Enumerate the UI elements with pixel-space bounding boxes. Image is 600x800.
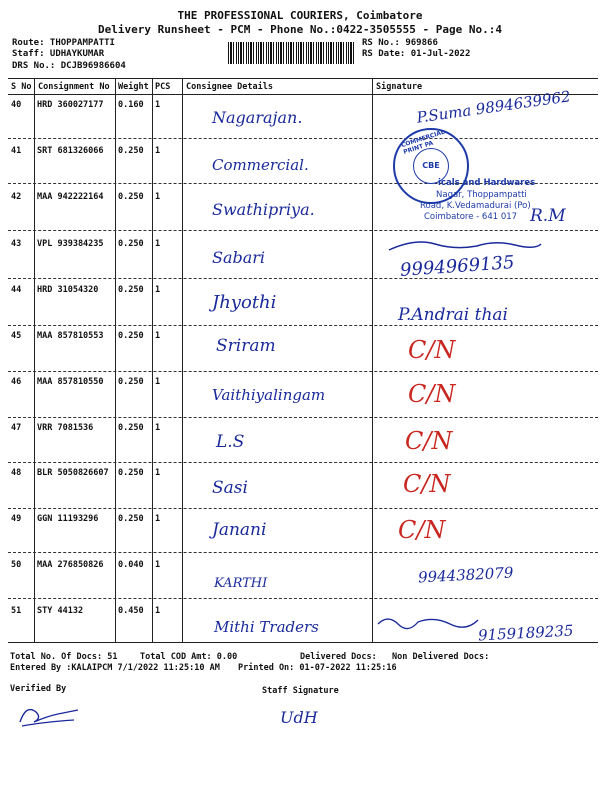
row-sno: 50 bbox=[11, 560, 22, 570]
row-weight: 0.250 bbox=[118, 377, 144, 387]
row-weight: 0.250 bbox=[118, 285, 144, 295]
row-signature-handwritten: 9159189235 bbox=[477, 621, 574, 645]
row-weight: 0.250 bbox=[118, 468, 144, 478]
stamp-ring-text: COMMERCIAL PRINT PA bbox=[400, 128, 446, 156]
row-weight: 0.250 bbox=[118, 239, 144, 249]
runsheet-title: THE PROFESSIONAL COURIERS, Coimbatore bbox=[177, 9, 423, 22]
column-divider bbox=[152, 78, 153, 642]
row-consignment: STY 44132 bbox=[37, 606, 84, 616]
row-sno: 41 bbox=[11, 146, 22, 156]
non-delivered-docs: Non Delivered Docs: bbox=[392, 652, 490, 662]
delivered-docs: Delivered Docs: bbox=[300, 652, 377, 662]
row-divider bbox=[8, 325, 598, 326]
row-consignee-handwritten: Mithi Traders bbox=[214, 618, 319, 636]
staff-signature-handwritten: UdH bbox=[280, 708, 318, 727]
drs-number: DRS No.: DCJB96986604 bbox=[12, 61, 126, 71]
row-divider bbox=[8, 508, 598, 509]
row-consignment: GGN 11193296 bbox=[37, 514, 99, 524]
runsheet-subtitle: Delivery Runsheet - PCM - Phone No.:0422-3505555 - Page No.:4 bbox=[98, 23, 502, 36]
column-divider bbox=[115, 78, 116, 642]
column-header-consignment: Consignment No bbox=[38, 82, 110, 92]
row-divider bbox=[8, 417, 598, 418]
column-divider bbox=[372, 78, 373, 642]
verified-by-label: Verified By bbox=[10, 684, 67, 694]
row-consignment: SRT 681326066 bbox=[37, 146, 104, 156]
entered-by: Entered By :KALAIPCM 7/1/2022 11:25:10 AM bbox=[10, 663, 220, 673]
row-divider bbox=[8, 598, 598, 599]
row-sno: 49 bbox=[11, 514, 22, 524]
row-divider bbox=[8, 552, 598, 553]
route-label: Route: THOPPAMPATTI bbox=[12, 38, 115, 48]
row-signature-cn-mark: C/N bbox=[403, 470, 451, 498]
row-pcs: 1 bbox=[155, 560, 161, 570]
row-divider bbox=[8, 462, 598, 463]
row-consignment: MAA 276850826 bbox=[37, 560, 104, 570]
row-consignee-handwritten: Sasi bbox=[212, 478, 248, 498]
row-consignment: MAA 857810550 bbox=[37, 377, 104, 387]
row-consignment: MAA 942222164 bbox=[37, 192, 104, 202]
shop-stamp-line: Road, K.Vedamadurai (Po) bbox=[420, 201, 531, 211]
row-weight: 0.250 bbox=[118, 146, 144, 156]
row-signature-handwritten: R.M bbox=[530, 206, 566, 226]
column-header-sno: S No bbox=[11, 82, 32, 92]
row-signature-cn-mark: C/N bbox=[408, 380, 456, 408]
row-sno: 44 bbox=[11, 285, 22, 295]
scribble-signature-mark bbox=[385, 236, 545, 256]
row-signature-cn-mark: C/N bbox=[405, 427, 453, 455]
row-weight: 0.250 bbox=[118, 331, 144, 341]
row-consignee-handwritten: Nagarajan. bbox=[212, 108, 303, 127]
table-bottom-border bbox=[8, 642, 598, 643]
row-weight: 0.250 bbox=[118, 514, 144, 524]
row-weight: 0.160 bbox=[118, 100, 144, 110]
scribble-signature-mark bbox=[374, 612, 484, 632]
staff-label: Staff: UDHAYKUMAR bbox=[12, 49, 105, 59]
barcode-image bbox=[228, 42, 356, 64]
row-consignment: BLR 5050826607 bbox=[37, 468, 109, 478]
row-divider bbox=[8, 230, 598, 231]
row-sno: 46 bbox=[11, 377, 22, 387]
column-divider bbox=[182, 78, 183, 642]
row-consignment: HRD 360027177 bbox=[37, 100, 104, 110]
table-top-border bbox=[8, 78, 598, 79]
column-header-pcs: PCS bbox=[155, 82, 171, 92]
row-signature-cn-mark: C/N bbox=[408, 336, 456, 364]
row-divider bbox=[8, 278, 598, 279]
row-sno: 51 bbox=[11, 606, 22, 616]
row-consignee-handwritten: Swathipriya. bbox=[212, 200, 315, 219]
row-divider bbox=[8, 371, 598, 372]
column-header-consignee: Consignee Details bbox=[186, 82, 273, 92]
row-pcs: 1 bbox=[155, 423, 161, 433]
row-consignment: VPL 939384235 bbox=[37, 239, 104, 249]
row-consignee-handwritten: Commercial. bbox=[212, 156, 309, 174]
shop-stamp-line: Nagar, Thoppampatti bbox=[436, 190, 527, 200]
rs-number: RS No.: 969866 bbox=[362, 38, 438, 48]
row-consignment: VRR 7081536 bbox=[37, 423, 94, 433]
shop-stamp-line: icals and Hardwares bbox=[438, 178, 536, 188]
row-pcs: 1 bbox=[155, 192, 161, 202]
row-signature-handwritten: P.Suma 9894639962 bbox=[415, 87, 572, 127]
row-pcs: 1 bbox=[155, 285, 161, 295]
row-consignment: HRD 31054320 bbox=[37, 285, 99, 295]
stamp-center: CBE bbox=[413, 148, 449, 184]
row-weight: 0.250 bbox=[118, 423, 144, 433]
row-sno: 42 bbox=[11, 192, 22, 202]
row-consignee-handwritten: L.S bbox=[216, 432, 245, 452]
rs-date: RS Date: 01-Jul-2022 bbox=[362, 49, 471, 59]
row-consignee-handwritten: Janani bbox=[212, 520, 267, 540]
shop-stamp-line: Coimbatore - 641 017 bbox=[424, 212, 518, 222]
verifier-signature-mark bbox=[14, 698, 84, 730]
row-consignee-handwritten: Vaithiyalingam bbox=[212, 386, 326, 404]
row-pcs: 1 bbox=[155, 239, 161, 249]
row-divider bbox=[8, 138, 598, 139]
row-consignee-handwritten: KARTHI bbox=[214, 576, 268, 591]
row-consignee-handwritten: Sriram bbox=[216, 336, 276, 356]
column-header-signature: Signature bbox=[376, 82, 423, 92]
row-signature-cn-mark: C/N bbox=[398, 516, 446, 544]
row-consignment: MAA 857810553 bbox=[37, 331, 104, 341]
row-signature-handwritten: 9994969135 bbox=[399, 252, 516, 281]
row-pcs: 1 bbox=[155, 100, 161, 110]
row-sno: 45 bbox=[11, 331, 22, 341]
row-consignee-handwritten: Sabari bbox=[212, 248, 266, 267]
row-weight: 0.040 bbox=[118, 560, 144, 570]
row-pcs: 1 bbox=[155, 606, 161, 616]
row-weight: 0.450 bbox=[118, 606, 144, 616]
row-sno: 40 bbox=[11, 100, 22, 110]
staff-signature-label: Staff Signature bbox=[262, 686, 339, 696]
row-pcs: 1 bbox=[155, 468, 161, 478]
row-sno: 48 bbox=[11, 468, 22, 478]
row-consignee-handwritten: Jhyothi bbox=[212, 292, 277, 313]
total-docs: Total No. Of Docs: 51 bbox=[10, 652, 118, 662]
column-header-weight: Weight bbox=[118, 82, 149, 92]
row-pcs: 1 bbox=[155, 331, 161, 341]
row-weight: 0.250 bbox=[118, 192, 144, 202]
row-pcs: 1 bbox=[155, 146, 161, 156]
column-divider bbox=[34, 78, 35, 642]
total-cod-amount: Total COD Amt: 0.00 bbox=[140, 652, 238, 662]
printed-on: Printed On: 01-07-2022 11:25:16 bbox=[238, 663, 397, 673]
row-pcs: 1 bbox=[155, 514, 161, 524]
row-pcs: 1 bbox=[155, 377, 161, 387]
row-sno: 43 bbox=[11, 239, 22, 249]
row-signature-handwritten: P.Andrai thai bbox=[398, 305, 508, 325]
row-signature-handwritten: 9944382079 bbox=[417, 563, 514, 587]
row-sno: 47 bbox=[11, 423, 22, 433]
